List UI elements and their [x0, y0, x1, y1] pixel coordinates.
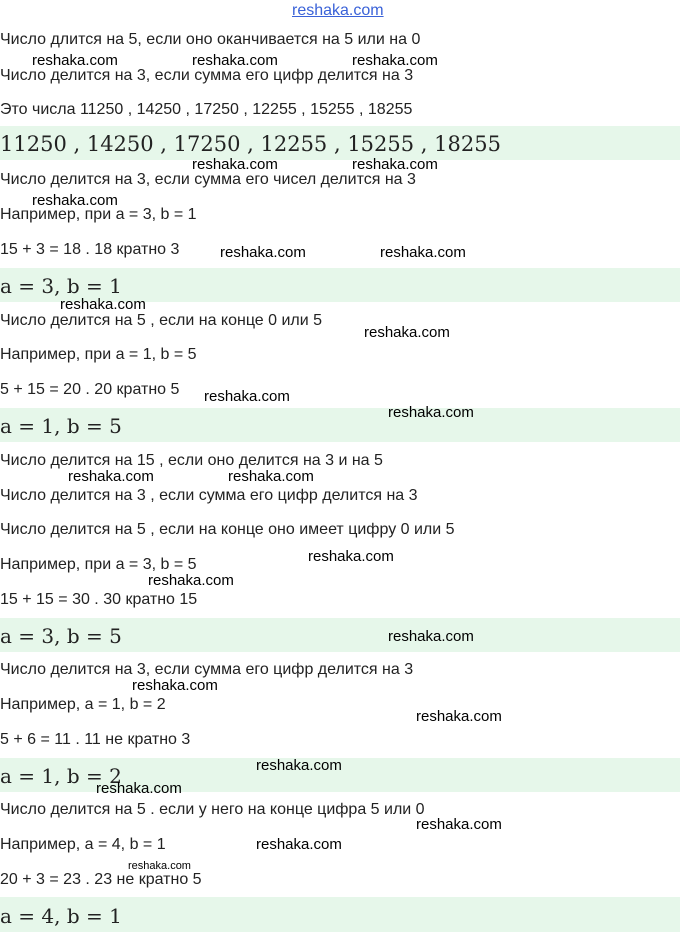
watermark: reshaka.com [204, 388, 290, 405]
text-line: 5 + 15 = 20 . 20 кратно 5 [0, 381, 180, 398]
watermark: reshaka.com [192, 52, 278, 69]
text-line: Например, при a = 1, b = 5 [0, 346, 197, 363]
watermark: reshaka.com [256, 757, 342, 774]
watermark: reshaka.com [308, 548, 394, 565]
text-line: Например, при a = 3, b = 5 [0, 556, 197, 573]
site-link[interactable]: reshaka.com [292, 2, 384, 19]
watermark: reshaka.com [228, 468, 314, 485]
answer: a = 1, b = 2 [0, 764, 122, 788]
text-line: Число делится на 5 , если на конце оно имеет цифру 0 или 5 [0, 521, 455, 538]
watermark: reshaka.com [192, 156, 278, 173]
watermark: reshaka.com [96, 780, 182, 797]
text-line: Число длится на 5, если оно оканчивается на 5 или на 0 [0, 31, 421, 48]
text-line: Например, при a = 3, b = 1 [0, 206, 197, 223]
watermark: reshaka.com [132, 677, 218, 694]
watermark: reshaka.com [352, 52, 438, 69]
watermark: reshaka.com [220, 244, 306, 261]
watermark: reshaka.com [388, 628, 474, 645]
watermark: reshaka.com [32, 192, 118, 209]
watermark: reshaka.com [416, 708, 502, 725]
text-line: 15 + 15 = 30 . 30 кратно 15 [0, 591, 198, 608]
watermark: reshaka.com [364, 324, 450, 341]
watermark: reshaka.com [60, 296, 146, 313]
answer: a = 4, b = 1 [0, 904, 122, 928]
text-line: Число делится на 3, если сумма его чисел делится на 3 [0, 171, 416, 188]
text-line: Число делится на 5 . если у него на конце цифра 5 или 0 [0, 801, 425, 818]
watermark: reshaka.com [388, 404, 474, 421]
watermark: reshaka.com [380, 244, 466, 261]
text-line: Это числа 11250 , 14250 , 17250 , 12255 , 15255 , 18255 [0, 101, 413, 118]
watermark: reshaka.com [352, 156, 438, 173]
text-line: Число делится на 3 , если сумма его цифр делится на 3 [0, 487, 418, 504]
watermark: reshaka.com [32, 52, 118, 69]
watermark: reshaka.com [68, 468, 154, 485]
watermark: reshaka.com [148, 572, 234, 589]
text-line: Например, a = 1, b = 2 [0, 696, 166, 713]
answer: a = 3, b = 5 [0, 624, 122, 648]
text-line: Число делится на 3, если сумма его цифр делится на 3 [0, 67, 414, 84]
text-line: Число делится на 15 , если оно делится на 3 и на 5 [0, 452, 383, 469]
text-line: 20 + 3 = 23 . 23 не кратно 5 [0, 871, 202, 888]
answer: a = 3, b = 1 [0, 274, 122, 298]
watermark: reshaka.com [256, 836, 342, 853]
text-line: Например, a = 4, b = 1 [0, 836, 166, 853]
text-line: 15 + 3 = 18 . 18 кратно 3 [0, 241, 180, 258]
watermark: reshaka.com [416, 816, 502, 833]
text-line: Число делится на 3, если сумма его цифр делится на 3 [0, 661, 414, 678]
answer: 11250 , 14250 , 17250 , 12255 , 15255 , 18255 [0, 132, 501, 156]
watermark: reshaka.com [128, 860, 191, 872]
answer: a = 1, b = 5 [0, 414, 122, 438]
text-line: 5 + 6 = 11 . 11 не кратно 3 [0, 731, 191, 748]
text-line: Число делится на 5 , если на конце 0 или 5 [0, 312, 323, 329]
